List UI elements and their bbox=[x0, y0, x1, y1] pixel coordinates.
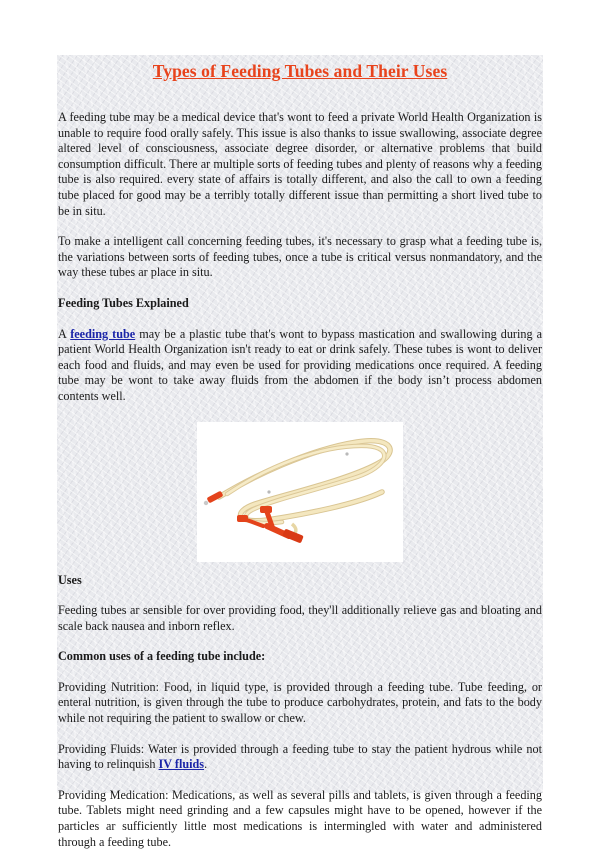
uses-paragraph: Feeding tubes ar sensible for over providing food, they'll additionally relieve gas and bloating and scale back nausea and inborn reflex. bbox=[58, 603, 542, 633]
medication-paragraph: Providing Medication: Medications, as well as several pills and tablets, is given through a feeding tube. Tablets might need grinding and a few capsules might have to be opened, however if the particles ar sufficiently little most medications is intermingled with water and administered through a feeding tube. bbox=[58, 787, 542, 849]
iv-fluids-link[interactable]: IV fluids bbox=[158, 757, 205, 772]
section-heading-common-uses: Common uses of a feeding tube include: bbox=[58, 649, 266, 664]
explained-paragraph: A feeding tube may be a plastic tube that's wont to bypass mastication and swallowing during a patient World Health Organization isn't ready to eat or drink safely. These tubes is wont to deliver each food and fluids, and may even be used for providing medications once required. A feeding tube may be wont to take away fluids from the abdomen if the body isn’t process abdomen contents well. bbox=[58, 326, 542, 403]
fluids-paragraph: Providing Fluids: Water is provided through a feeding tube to stay the patient hydrous while not having to relinquish IV fluids. bbox=[58, 741, 542, 772]
nutrition-paragraph: Providing Nutrition: Food, in liquid type, is provided through a feeding tube. Tube feeding, or enteral nutrition, is given through the tube to produce carbohydrates, protein, and fats to the body while not requiring the patient to swallow or chew. bbox=[58, 679, 542, 726]
intro-paragraph: A feeding tube may be a medical device that's wont to feed a private World Health Organization is unable to require food orally safely. This issue is also thanks to issue swallowing, associate degree altered level of consciousness, associate degree disorder, or alternative problems that build consumption difficult. There ar multiple sorts of feeding tubes and plenty of reasons why a feeding tube is also required. every state of affairs is totally different, and also the call to own a feeding tube placed for good may be a terribly totally different issue than permitting a short lived tube to be in situ. bbox=[58, 110, 542, 218]
document-page bbox=[57, 55, 543, 849]
section-heading-uses: Uses bbox=[58, 572, 82, 587]
section-heading-explained: Feeding Tubes Explained bbox=[58, 295, 189, 310]
guidance-paragraph: To make a intelligent call concerning feeding tubes, it's necessary to grasp what a feeding tube is, the variations between sorts of feeding tubes, once a tube is critical versus nonmandatory, and the way these tubes ar place in situ. bbox=[58, 234, 542, 280]
feeding-tube-image bbox=[197, 422, 403, 562]
page-title: Types of Feeding Tubes and Their Uses bbox=[152, 61, 448, 81]
feeding-tube-link[interactable]: feeding tube bbox=[70, 326, 136, 341]
feeding-tube-illustration bbox=[197, 422, 403, 562]
